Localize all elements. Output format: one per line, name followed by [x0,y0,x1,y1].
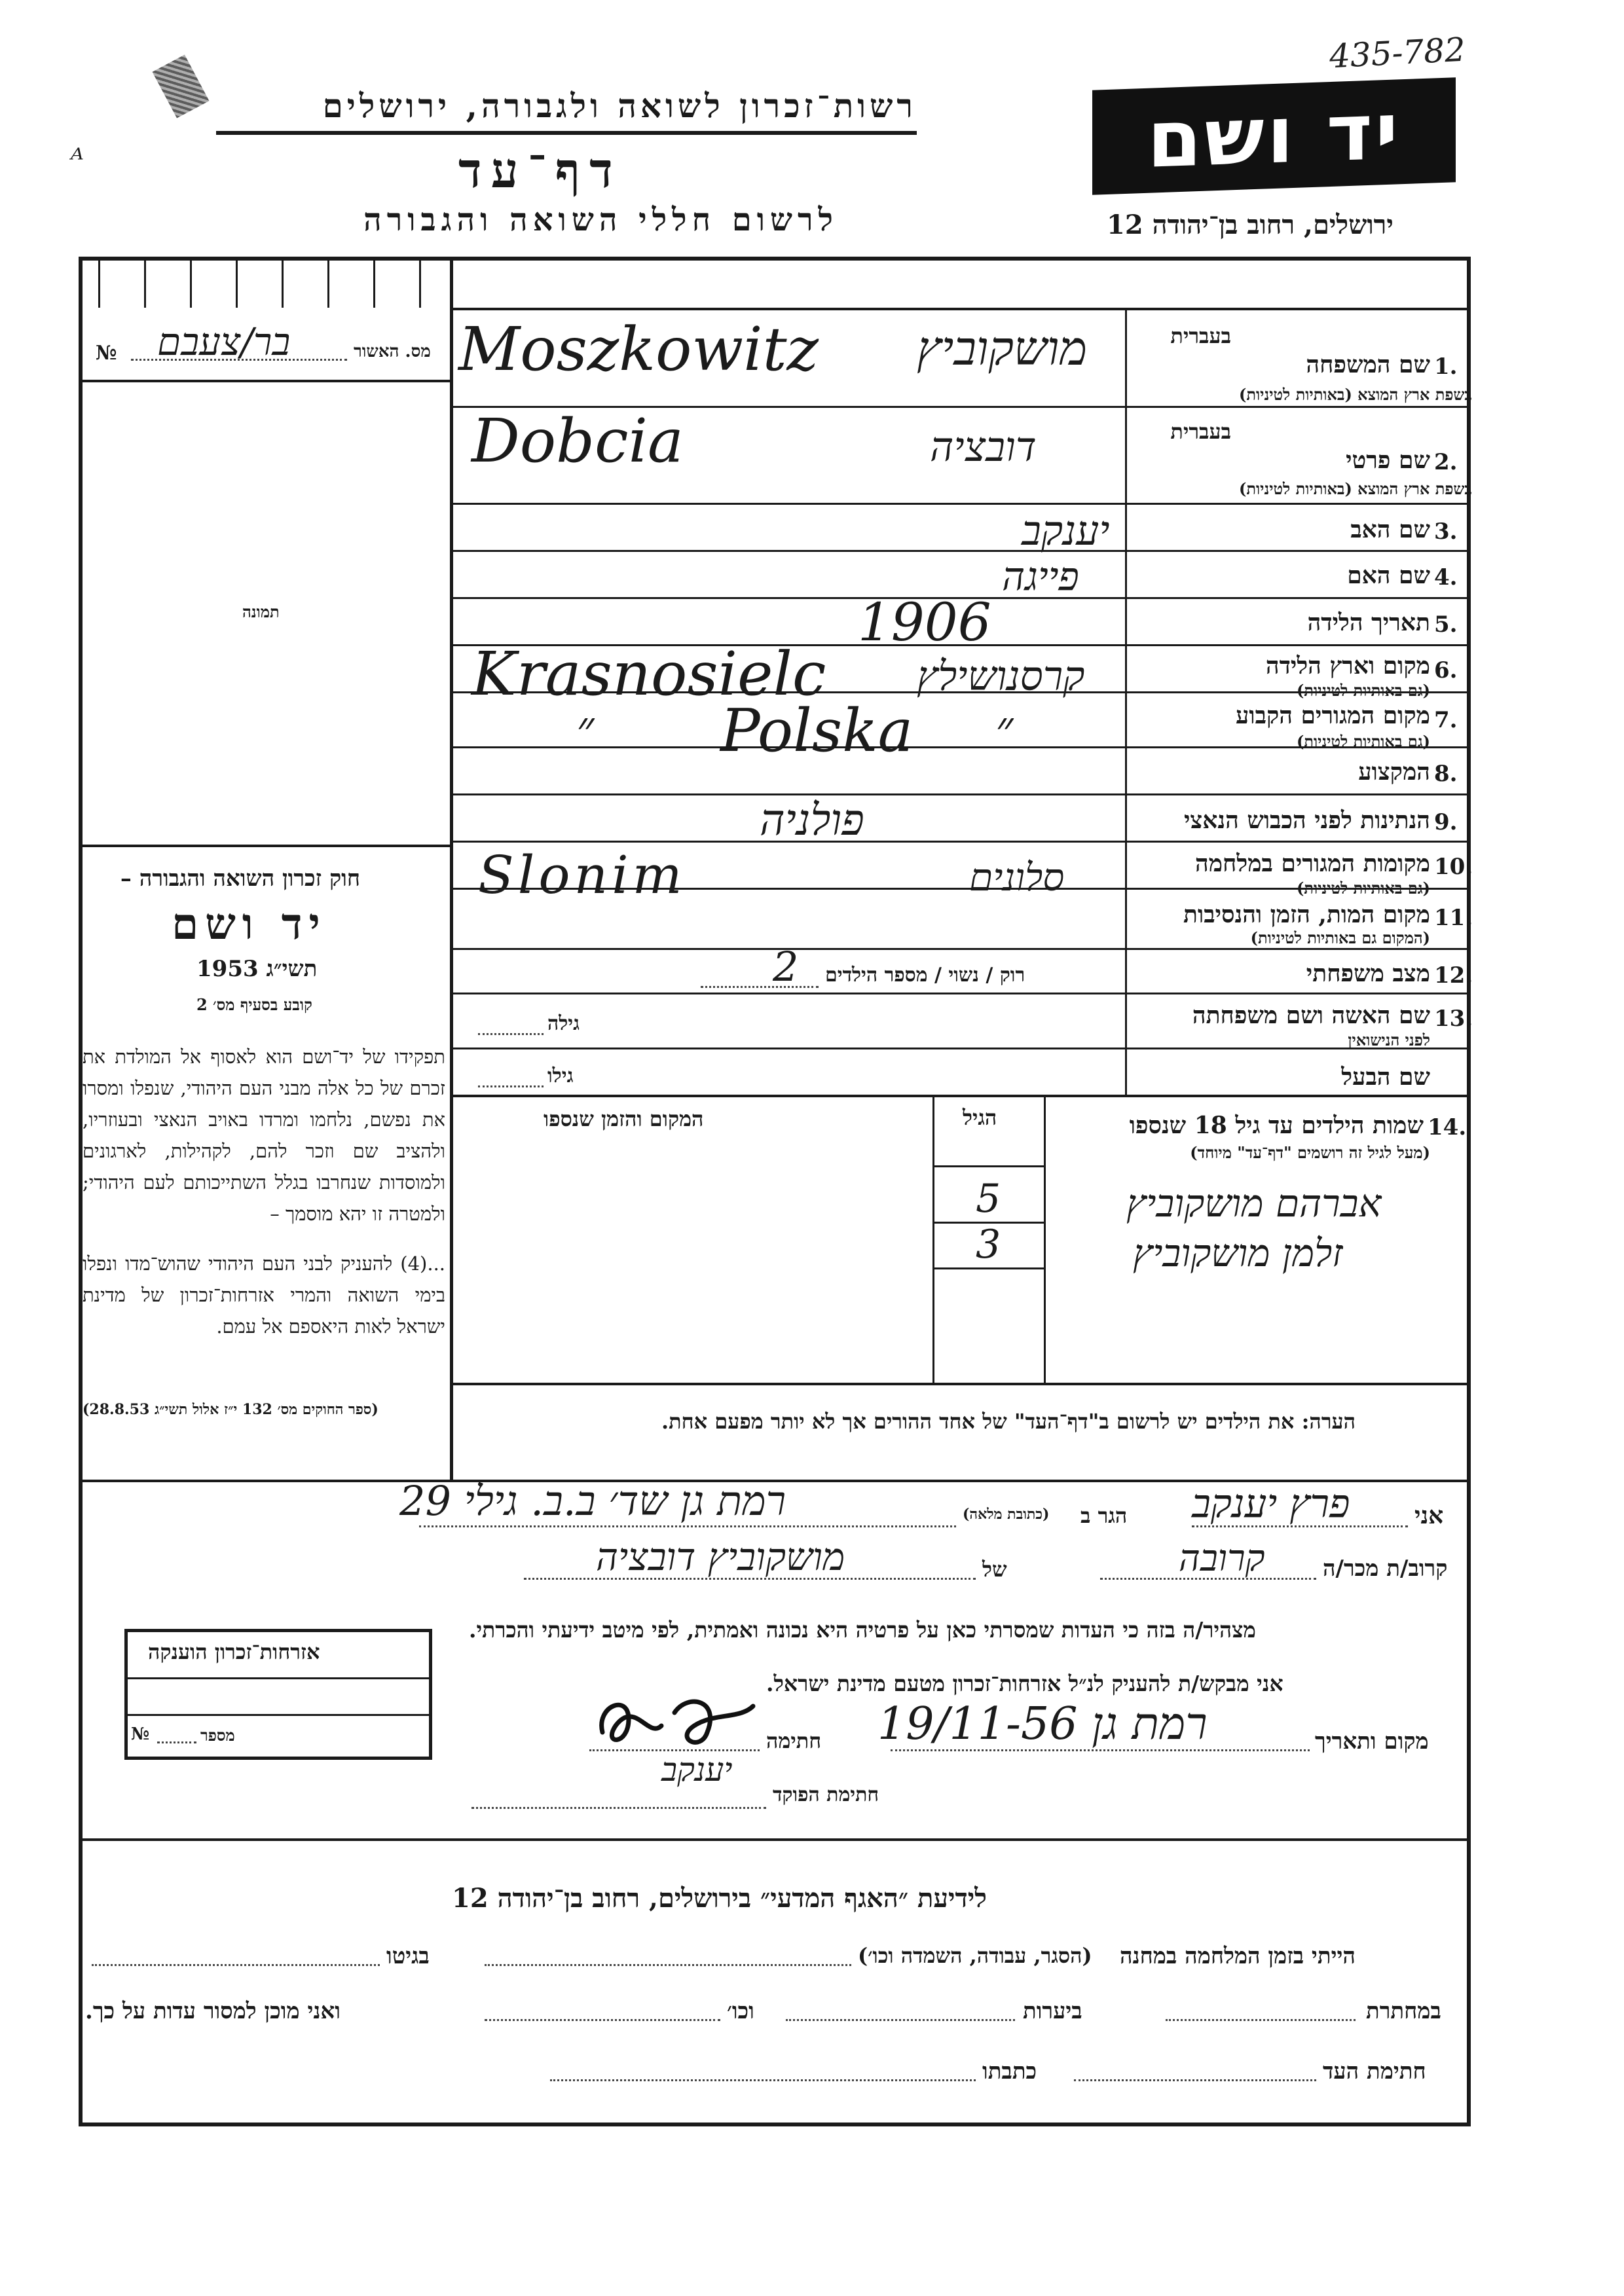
field-3-value: יענקב [1022,507,1110,555]
field-12-children: 2 [773,943,799,991]
declarant-relation: קרובה [1179,1537,1265,1580]
footer-line1-b: (הסגר, עבודה, השמדה וכו׳) [858,1943,1092,1968]
children-age-col: הגיל [963,1105,997,1130]
field-6-label: מקום וארץ הלידה [1265,652,1430,680]
children-place-col: המקום והזמן שנספו [544,1106,704,1131]
approval-suffix: № [96,342,117,365]
memorial-box-suffix: № [131,1724,150,1744]
approval-label: מס. האשור [354,342,431,361]
officer-signature: יענקב [661,1751,733,1789]
field-row-separator [452,1048,1471,1049]
memorial-box-dots [157,1741,196,1743]
field-2-hebrew: דובציה [930,423,1037,471]
field-row-separator [452,550,1471,552]
declarant-of-dots [524,1578,976,1580]
field-husband-age-label: גילו [547,1065,574,1087]
child-row-2-age: 3 [976,1222,1001,1267]
law-paragraph-1: תפקידו של יד־ושם הוא לאסוף אל המו‏לדת את זכרם של כל אלה מבני העם היהודי, שנפלו ומסרו את נפשם, נלחמו ומרדו באויב הנאצי ובעוזריו, ולהציב שם וזכר להם, לקהילות, לארגונים ולמוסדות שנחרבו בגלל השתייכותם לעם היהודי; ולמטרה זו יהא מוסמך – [83,1046,445,1225]
memorial-box-rule-1 [124,1677,432,1679]
field-7-label: מקום המגורים הקבוע [1236,702,1430,729]
declarant-lives-label: הגר ב [1080,1503,1128,1528]
field-2-latin: Dobcia [471,406,684,476]
field-1-hebrew: מושקוביץ [917,321,1088,376]
footer-line2-dots-1 [1166,2019,1356,2021]
field-row-separator [452,993,1471,994]
field-6-number: 6. [1434,657,1458,683]
field-3-label: שם האב [1350,516,1430,543]
field-husband-age-dots [478,1085,544,1087]
field-11-sub: (המקום גם באותיות לטיניות) [1250,928,1430,947]
footer-line1-c: בגיטו [386,1943,430,1969]
field-11-label: מקום המות, הזמן והנסיבות [1183,901,1430,928]
child-row-1-age: 5 [976,1176,1001,1222]
memorial-box-number-label: מספר [200,1726,235,1745]
field-2-lang: בעברית [1170,419,1231,444]
field-row-separator [452,503,1471,505]
field-6-hebrew: קרסנושילץ [917,652,1085,700]
declarant-address: רמת גן שד׳ ב.ב. גילי 29 [399,1477,786,1525]
request-text: אני מבקש/ת להעניק לנ״ל אזרחות־זכרון מטעם מדינת ישראל. [766,1671,1283,1696]
field-7-ditto-2: ״ [995,701,1014,756]
footer-separator [79,1838,1471,1841]
frame-divider-vertical [450,257,453,1481]
file-number: 435-782 [1328,30,1467,76]
field-4-label: שם האם [1347,562,1430,589]
footer-line3-dots-1 [1074,2079,1316,2081]
memorial-box-rule-2 [124,1714,432,1716]
field-1-sub: בשפת ארץ המוצא (באותיות לטיניות) [1239,385,1472,404]
declarant-addr-note: (כתובת מלאה) [963,1506,1050,1523]
field-4-value: פייגה [1002,554,1079,600]
field-2-label: שם פרטי [1346,446,1430,474]
field-4-number: 4. [1434,564,1458,591]
children-header-bottom [932,1165,1045,1167]
field-12-number: 12. [1434,962,1473,989]
child-row-2-bottom [932,1267,1045,1269]
field-7-ditto-1: ״ [576,701,595,756]
footer-line1-a: הייתי בזמן המלחמה במחנה [1120,1943,1356,1969]
child-row-2-name: זלמן מושקוביץ [1133,1231,1343,1275]
declarant-name: פרץ יענקב [1192,1481,1350,1527]
declarant-address-dots [419,1525,956,1527]
declarant-of-name: מושקוביץ דובציה [596,1535,845,1579]
law-year: תשי״ג 1953 [196,956,318,982]
field-12-dots [701,986,819,988]
footer-line2-b: ביערות [1023,1998,1082,2024]
footer-line2-dots-3 [485,2019,720,2021]
field-1-label: שם המשפחה [1306,351,1430,378]
approval-dots [131,359,347,361]
field-5-number: 5. [1434,611,1458,638]
top-band-tick [373,257,375,308]
field-13-number: 13. [1434,1006,1473,1032]
corner-scribble: ᴬ [71,143,84,176]
logo-text: יד ושם [1147,86,1401,186]
remark-top [452,1383,1471,1385]
child-row-1-name: אברהם מושקוביץ [1126,1181,1382,1226]
law-source: (ספר החוקים מס׳ 132 י״ז אלול תשי״ג 28.8.53) [83,1401,378,1418]
children-col-age-right [1044,1095,1046,1383]
children-note: (מעל לגיל זה רושמים "דף־עד" מיוחד) [1190,1143,1430,1162]
field-7-sub: (גם באותיות לטיניות) [1296,732,1430,751]
authority-underline [216,131,917,135]
footer-line3-a: חתימת העד [1323,2058,1426,2085]
declarant-of-label: של [982,1557,1007,1582]
law-heading: חוק זכרון השואה והגבורה – [120,866,360,892]
children-top [452,1095,1471,1097]
stamp-mark [152,55,209,118]
field-7-number: 7. [1434,707,1458,733]
declaration-text: מצהיר/ה בזה כי העדות שמסרתי כאן על פרטיה היא נכונה ואמתית, לפי מיטב ידיעתי והכרתי. [469,1617,1256,1643]
approval-number: בר/צעבם [157,319,291,364]
field-row-separator [452,948,1471,950]
footer-line2-a: במחתרת [1366,1998,1441,2024]
footer-line2-c: וכו׳ [727,1998,754,2024]
footer-line1-dots-2 [92,1964,380,1966]
label-col-divider [1125,308,1127,1095]
photo-bottom [79,845,452,847]
place-date-label: מקום ותאריך [1315,1728,1429,1755]
field-row-separator [452,793,1471,795]
top-band-tick [327,257,329,308]
footer-line2-dots-2 [786,2019,1015,2021]
field-13-label: שם האשה ושם משפחתה [1192,1002,1430,1029]
field-10-number: 10. [1434,854,1473,880]
top-band-tick [98,257,100,308]
field-12-label: מצב משפחתי [1306,960,1430,987]
field-row-separator [452,841,1471,843]
approval-row-bottom [79,380,452,382]
footer-line3-b: כתבתו [982,2058,1037,2085]
field-6-sub: (גם באותיות לטיניות) [1296,681,1430,700]
top-band-tick [190,257,192,308]
declarant-i-label: אני [1414,1502,1444,1529]
field-10-hebrew: סלונים [969,855,1065,900]
declarant-name-dots [1192,1525,1408,1527]
place-date-value: רמת גן 19/11-56 [877,1698,1208,1750]
photo-label: תמונה [242,602,280,621]
footer-heading: לידיעת ״האגף המדעי״ בירושלים, רחוב בן־יהודה 12 [452,1883,987,1914]
top-band-tick [282,257,284,308]
officer-label: חתימת הפוקד [773,1783,879,1806]
place-date-dots [891,1749,1310,1751]
page-subtitle: לרשום חללי השואה והגבורה [363,202,838,238]
law-paragraph-2: ...(4) להעניק לבני העם היהודי שהוש־מדו ונפלו בימי השואה והמרי אזרחות־זכרון של מדינת ישראל לאות היאספם אל עמם. [83,1252,445,1338]
declarant-relation-label: קרוב/ת מכר/ה [1323,1556,1448,1582]
top-band-tick [144,257,146,308]
remark-text: הערה: את הילדים יש לרשום ב"דף־העד" של אחד ההורים אך לא יותר מפעם אחת. [661,1409,1356,1434]
field-10-label: מקומות המגורים במלחמה [1195,850,1430,877]
field-5-value: 1906 [858,592,991,653]
field-1-number: 1. [1434,354,1458,380]
field-2-number: 2. [1434,449,1458,475]
field-husband-label: שם הבעל [1341,1063,1430,1091]
page-title: דף־עד [458,143,622,199]
field-1-lang: בעברית [1170,323,1231,348]
header-address: ירושלים, רחוב בן־יהודה 12 [1107,210,1393,240]
field-9-value: פולניה [760,795,864,845]
footer-line1-dots-1 [485,1964,851,1966]
footer-line2-d: ואני מוכן למסור עדות על כך. [85,1998,341,2024]
declarant-signature [589,1686,766,1758]
declarant-relation-dots [1100,1578,1316,1580]
children-col-age-left [932,1095,934,1383]
memorial-box-title: אזרחות־זכרון הוענקה [148,1639,320,1664]
yad-vashem-logo [1092,77,1456,194]
law-name: יד ושם [172,898,327,949]
field-7-latin: Polska [720,697,913,765]
officer-dots [471,1807,766,1809]
field-12-options: רוק / נשוי / מספר הילדים [825,964,1025,987]
field-1-latin: Moszkowitz [458,314,819,384]
field-11-number: 11. [1434,905,1473,931]
children-heading: שמות הילדים עד גיל 18 שנספו [1129,1112,1424,1139]
field-2-sub: בשפת ארץ המוצא (באותיות לטיניות) [1239,479,1472,498]
field-8-number: 8. [1434,761,1458,787]
children-number: 14. [1428,1114,1467,1140]
signature-label: חתימה [766,1728,822,1753]
field-3-number: 3. [1434,519,1458,545]
field-13-sub: לפני הנישואין [1348,1030,1430,1049]
top-band-tick [419,257,421,308]
field-9-number: 9. [1434,809,1458,835]
top-band-bottom [452,308,1471,310]
field-5-label: תאריך הלידה [1307,609,1430,636]
field-10-sub: (גם באותיות לטיניות) [1296,879,1430,898]
field-10-latin: Slonim [478,845,686,905]
footer-line3-dots-2 [550,2079,976,2081]
law-clause: קובע בסעיף מס׳ 2 [196,995,312,1014]
field-6-latin: Krasnosielc [471,639,826,709]
field-8-label: המקצוע [1358,758,1430,786]
top-band-tick [236,257,238,308]
authority-name: רשות־זכרון לשואה ולגבורה, ירושלים [322,86,917,125]
field-9-label: הנתינות לפני הכבוש הנאצי [1183,807,1430,834]
field-13-age-label: גילה [547,1012,580,1035]
field-13-age-dots [478,1033,544,1035]
